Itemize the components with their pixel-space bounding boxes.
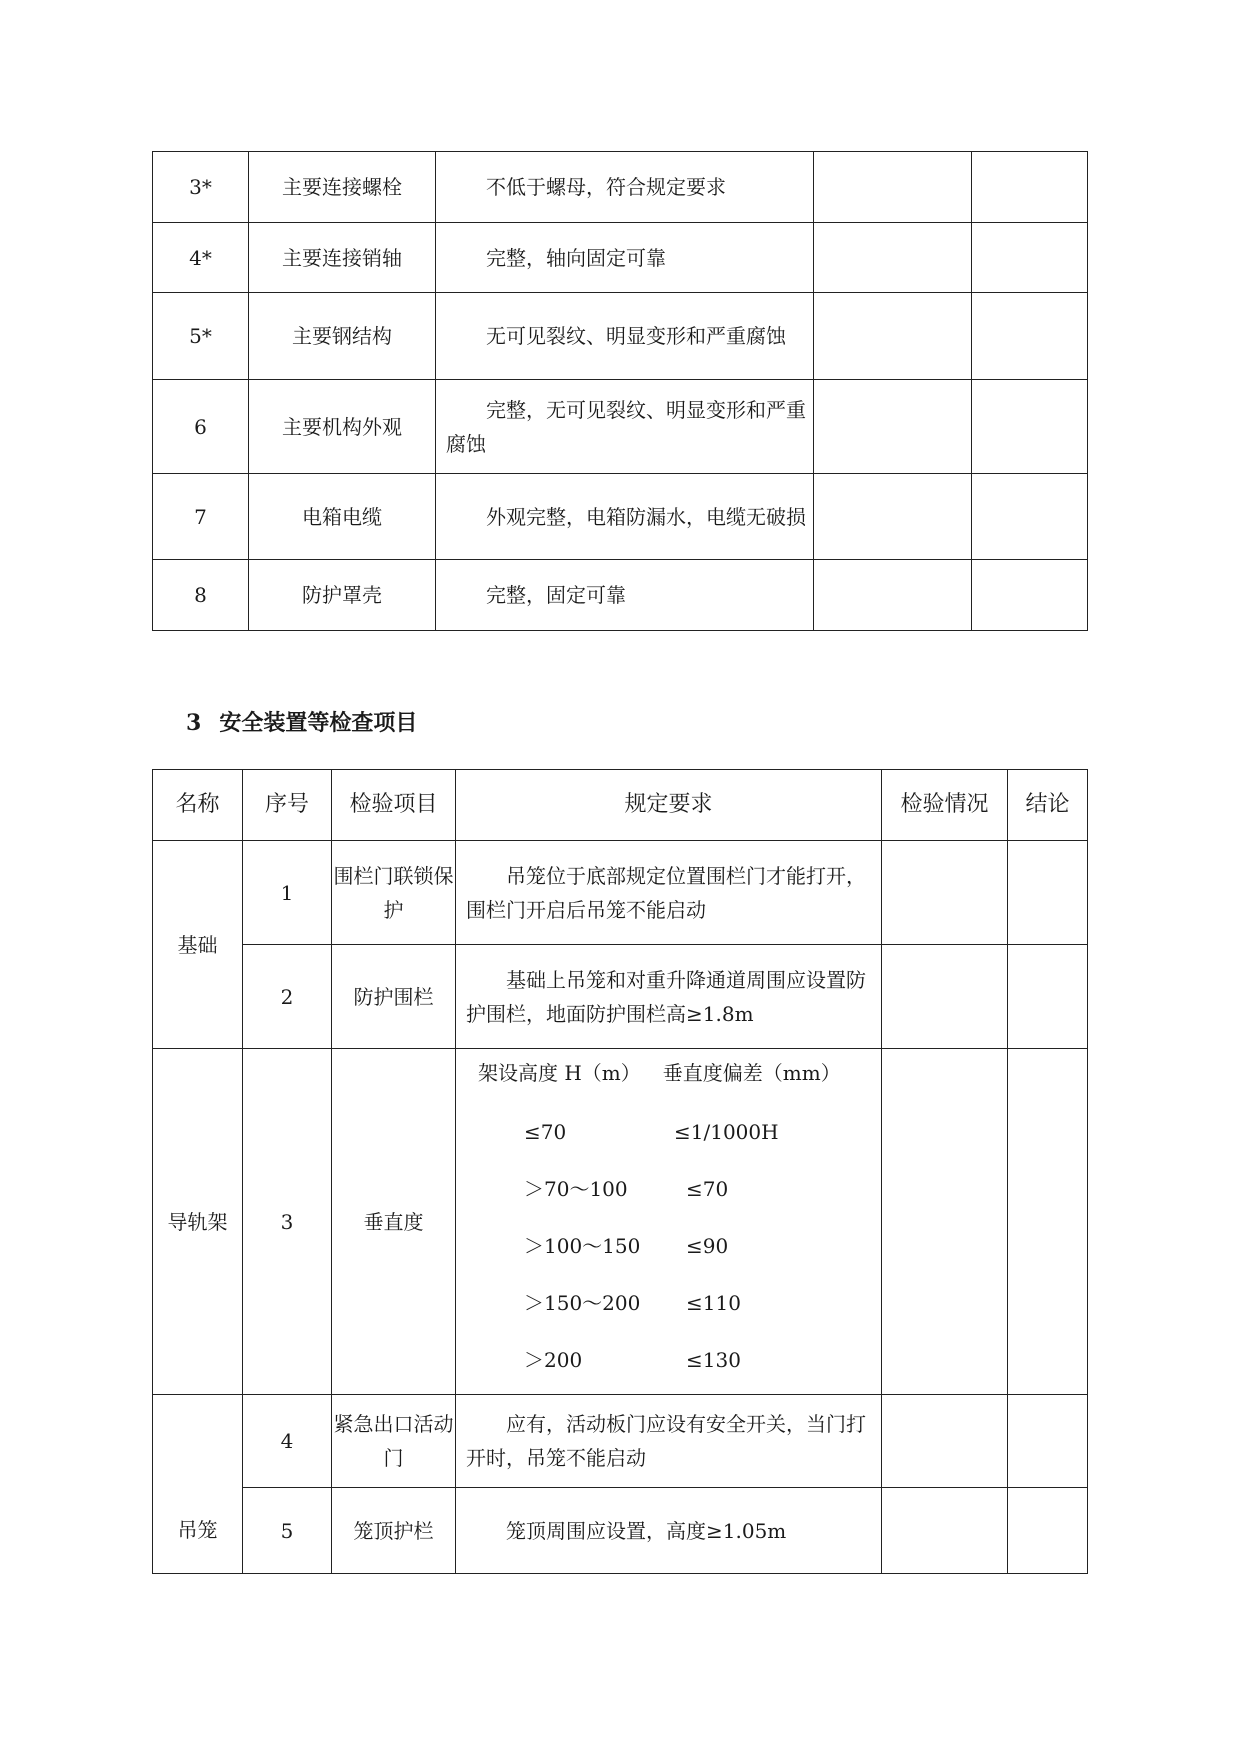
verticality-table (456, 1049, 882, 1395)
row-requirement: 完整，无可见裂纹、明显变形和严重腐蚀 (436, 380, 814, 474)
row-number: 6 (153, 380, 249, 474)
row-number: 4 (243, 1395, 332, 1488)
group-label: 导轨架 (153, 1049, 243, 1395)
row-requirement: 笼顶周围应设置，高度≥1.05m (456, 1488, 882, 1574)
row-requirement: 吊笼位于底部规定位置围栏门才能打开，围栏门开启后吊笼不能启动 (456, 841, 882, 945)
row-number: 3* (153, 152, 249, 223)
table-header-row (153, 770, 1088, 841)
table-row (153, 474, 1088, 560)
table-row (153, 152, 1088, 223)
header-status: 检验情况 (882, 770, 1008, 841)
row-conclusion-cell (972, 380, 1088, 474)
row-status-cell (882, 1049, 1008, 1395)
table-row (153, 223, 1088, 293)
row-status-cell (814, 223, 972, 293)
row-status-cell (814, 152, 972, 223)
row-conclusion-cell (1008, 945, 1088, 1049)
table-row (153, 1049, 1088, 1395)
row-status-cell (882, 1488, 1008, 1574)
row-conclusion-cell (1008, 1049, 1088, 1395)
row-number: 4* (153, 223, 249, 293)
row-conclusion-cell (972, 560, 1088, 631)
row-status-cell (814, 293, 972, 380)
group-label: 基础 (153, 841, 243, 1049)
header-name: 名称 (153, 770, 243, 841)
row-item: 围栏门联锁保护 (332, 841, 456, 945)
header-conclusion: 结论 (1008, 770, 1088, 841)
verticality-deviation: ≤130 (686, 1347, 741, 1372)
row-conclusion-cell (1008, 1395, 1088, 1488)
row-item: 主要连接销轴 (249, 223, 436, 293)
verticality-height: ＞200 (524, 1347, 583, 1372)
row-item: 垂直度 (332, 1049, 456, 1395)
row-item: 笼顶护栏 (332, 1488, 456, 1574)
header-item: 检验项目 (332, 770, 456, 841)
verticality-deviation: ≤1/1000H (674, 1119, 779, 1144)
row-status-cell (882, 841, 1008, 945)
row-status-cell (814, 560, 972, 631)
verticality-header (456, 1055, 881, 1091)
verticality-deviation: ≤90 (686, 1233, 729, 1258)
verticality-row (456, 1160, 881, 1217)
row-conclusion-cell (972, 223, 1088, 293)
verticality-row (456, 1331, 881, 1388)
row-status-cell (814, 380, 972, 474)
row-status-cell (882, 945, 1008, 1049)
row-number: 3 (243, 1049, 332, 1395)
verticality-deviation: ≤110 (686, 1290, 741, 1315)
verticality-row (456, 1103, 881, 1160)
verticality-height: ＞100～150 (524, 1233, 641, 1258)
verticality-header-height: 架设高度 H（m） (478, 1061, 641, 1085)
row-item: 主要机构外观 (249, 380, 436, 474)
section-number: 3 (186, 710, 202, 736)
row-item: 紧急出口活动门 (332, 1395, 456, 1488)
table-row (153, 293, 1088, 380)
row-requirement: 不低于螺母，符合规定要求 (436, 152, 814, 223)
row-requirement: 应有，活动板门应设有安全开关，当门打开时，吊笼不能启动 (456, 1395, 882, 1488)
row-conclusion-cell (972, 152, 1088, 223)
row-status-cell (814, 474, 972, 560)
row-item: 主要钢结构 (249, 293, 436, 380)
row-number: 2 (243, 945, 332, 1049)
row-number: 5* (153, 293, 249, 380)
table-row (153, 841, 1088, 945)
row-requirement: 完整，轴向固定可靠 (436, 223, 814, 293)
row-requirement: 外观完整，电箱防漏水，电缆无破损 (436, 474, 814, 560)
verticality-height: ≤70 (524, 1119, 567, 1144)
verticality-row (456, 1217, 881, 1274)
row-number: 8 (153, 560, 249, 631)
row-conclusion-cell (1008, 1488, 1088, 1574)
row-requirement: 基础上吊笼和对重升降通道周围应设置防护围栏，地面防护围栏高≥1.8m (456, 945, 882, 1049)
section-heading (186, 708, 417, 738)
verticality-row (456, 1274, 881, 1331)
row-number: 5 (243, 1488, 332, 1574)
safety-devices-table (152, 769, 1088, 1574)
table-row (153, 945, 1088, 1049)
row-status-cell (882, 1395, 1008, 1488)
row-conclusion-cell (972, 293, 1088, 380)
row-item: 防护罩壳 (249, 560, 436, 631)
table-row (153, 560, 1088, 631)
verticality-header-deviation: 垂直度偏差（mm） (662, 1061, 841, 1085)
row-requirement: 无可见裂纹、明显变形和严重腐蚀 (436, 293, 814, 380)
verticality-deviation: ≤70 (686, 1176, 729, 1201)
table-row (153, 1488, 1088, 1574)
row-requirement: 完整，固定可靠 (436, 560, 814, 631)
row-item: 主要连接螺栓 (249, 152, 436, 223)
header-requirement: 规定要求 (456, 770, 882, 841)
row-conclusion-cell (972, 474, 1088, 560)
verticality-height: ＞150～200 (524, 1290, 641, 1315)
table-row (153, 1395, 1088, 1488)
inspection-table-continued (152, 151, 1088, 631)
row-number: 1 (243, 841, 332, 945)
group-label: 吊笼 (153, 1395, 243, 1574)
verticality-height: ＞70～100 (524, 1176, 628, 1201)
section-title: 安全装置等检查项目 (219, 710, 418, 736)
row-conclusion-cell (1008, 841, 1088, 945)
table-row (153, 380, 1088, 474)
row-item: 防护围栏 (332, 945, 456, 1049)
row-item: 电箱电缆 (249, 474, 436, 560)
row-number: 7 (153, 474, 249, 560)
header-number: 序号 (243, 770, 332, 841)
